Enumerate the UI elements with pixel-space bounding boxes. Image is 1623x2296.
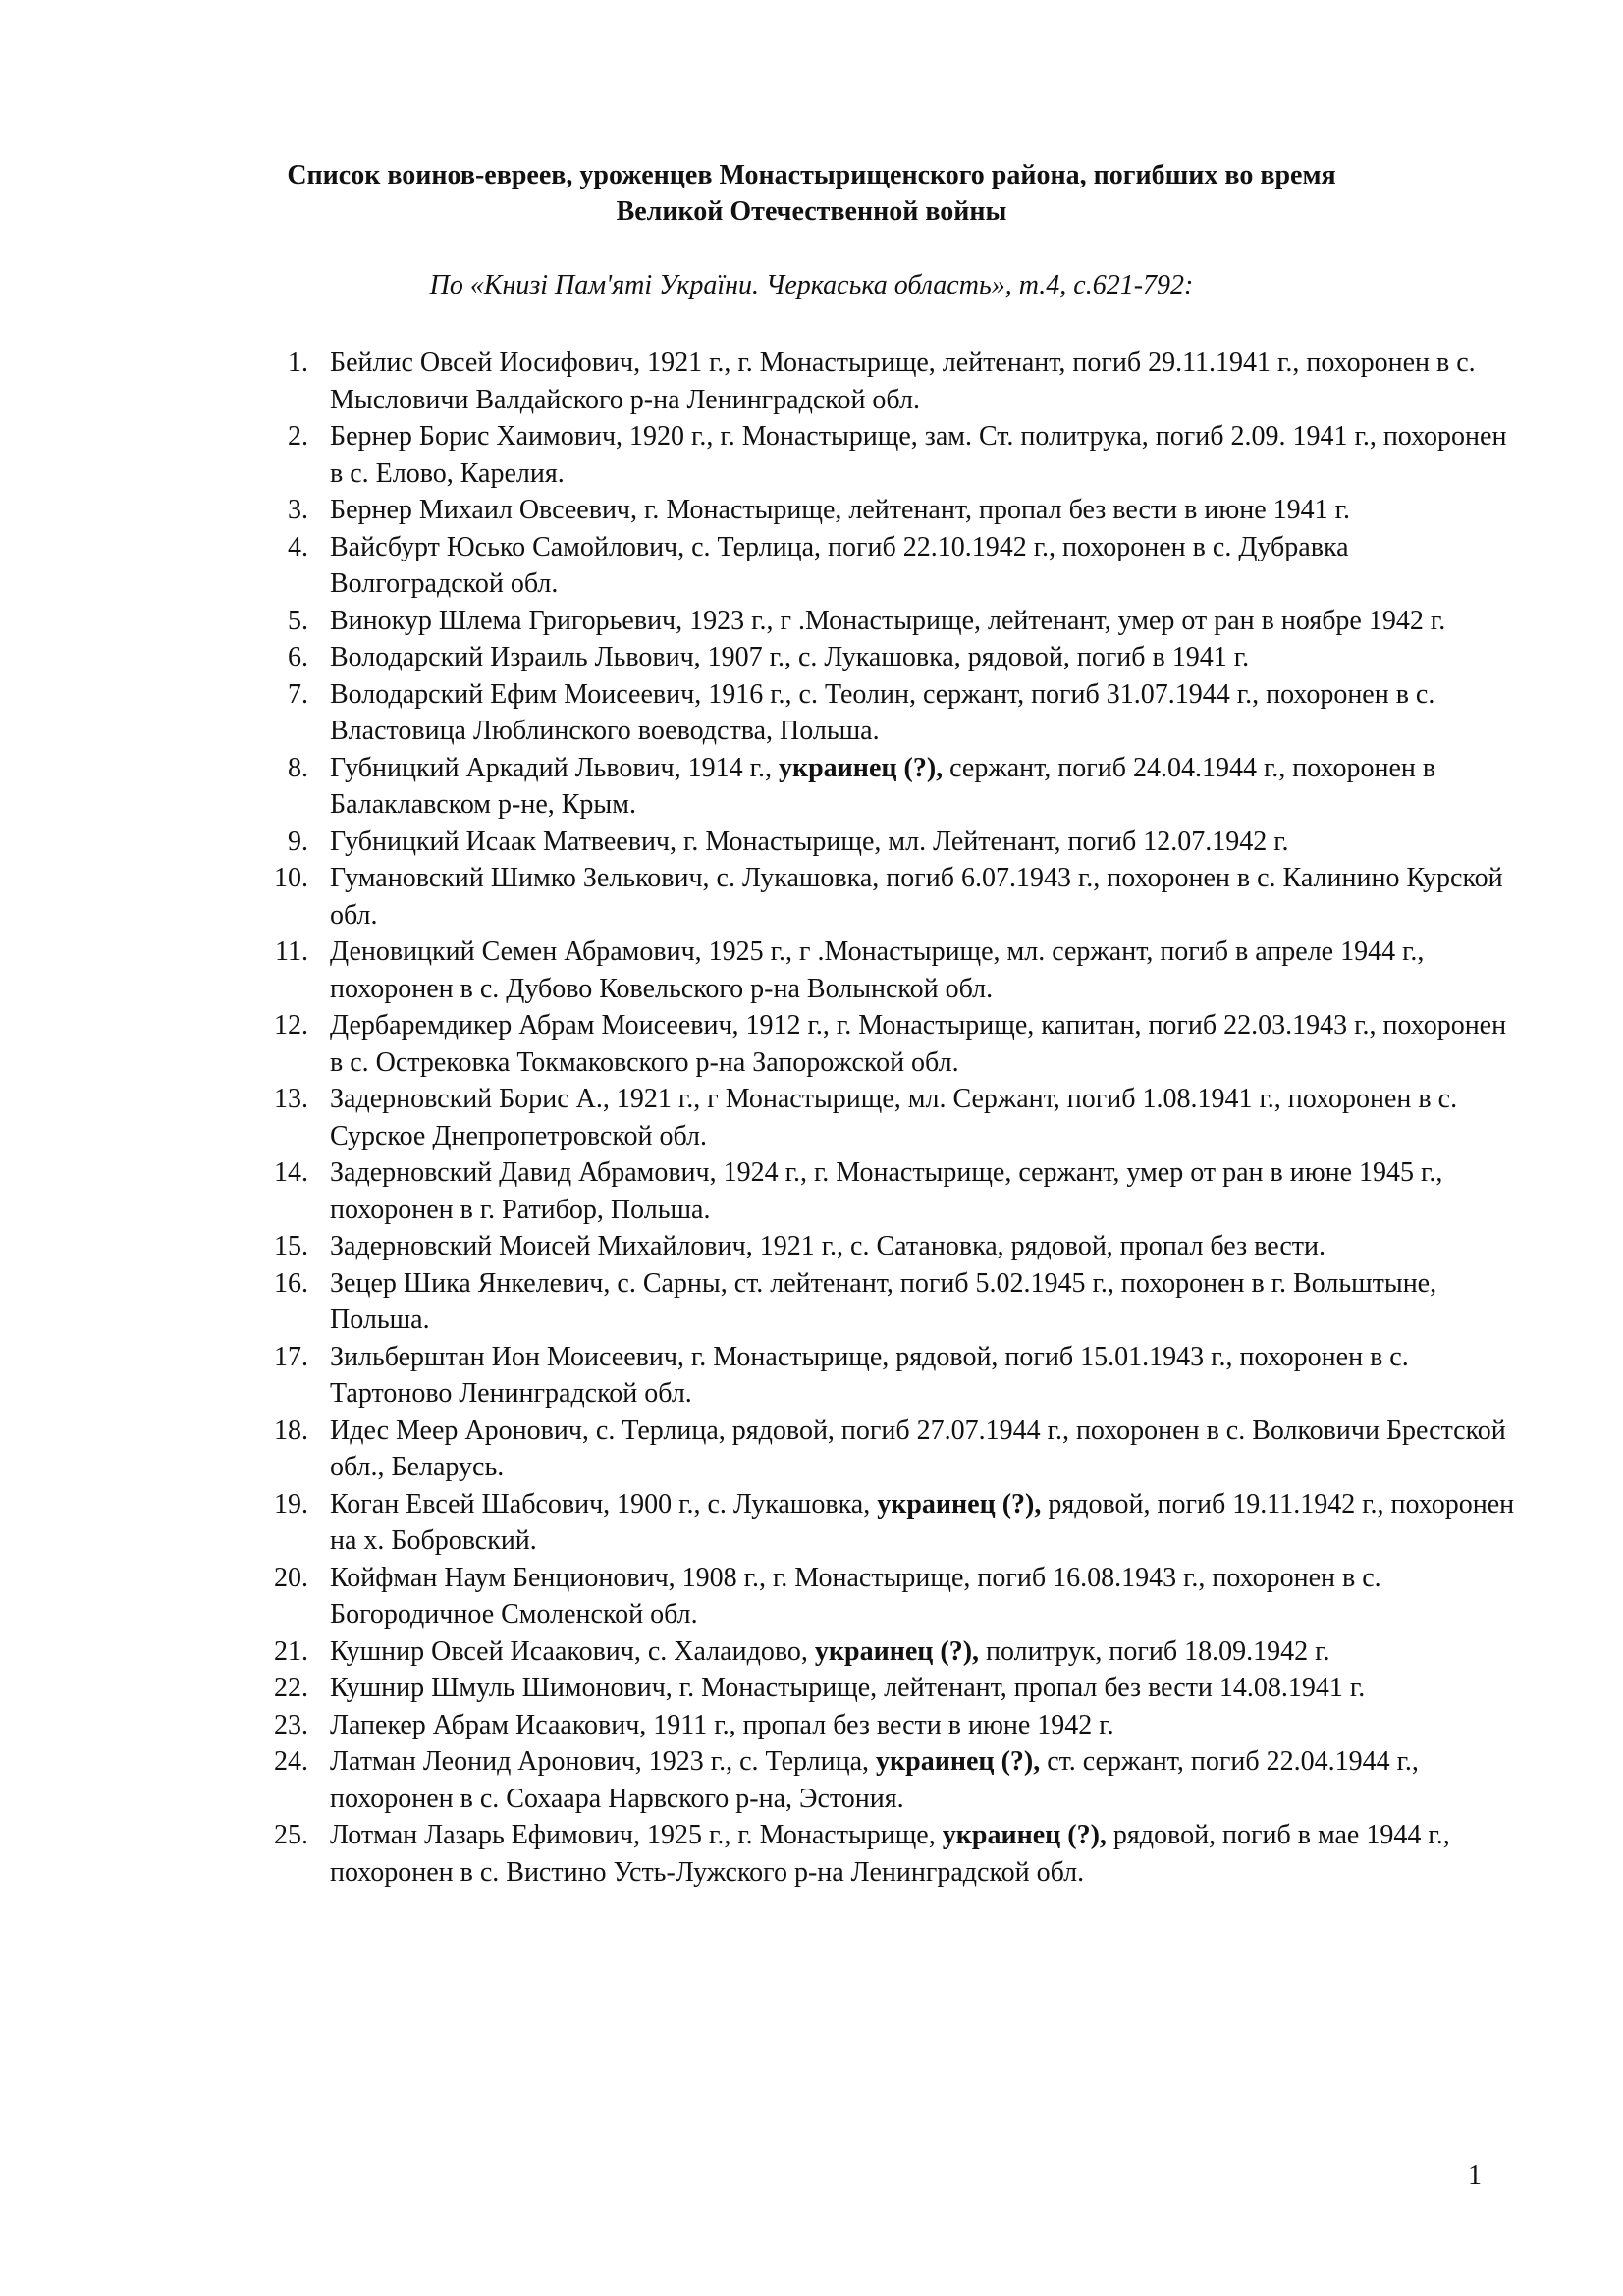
list-item-text — [330, 863, 1503, 931]
list-item — [265, 1670, 1522, 1707]
list-item-text — [330, 679, 1434, 747]
list-item — [265, 529, 1522, 603]
list-item-number: 22. — [274, 1673, 308, 1703]
entry-text-segment: Лапекер Абрам Исаакович, 1911 г., пропал без вести в июне 1942 г. — [330, 1709, 1114, 1740]
list-item-number: 19. — [274, 1488, 308, 1520]
entry-text-segment: Кушнир Шмуль Шимонович, г. Монастырище, лейтенант, пропал без вести 14.08.1941 г. — [330, 1673, 1366, 1703]
list-item-text — [330, 827, 1289, 857]
list-item-number: 10. — [274, 863, 308, 893]
entry-text-segment: Кушнир Овсей Исаакович, с. Халаидово, — [330, 1635, 815, 1667]
list-item — [265, 1265, 1522, 1339]
list-item — [265, 1633, 1522, 1671]
list-item-number: 8. — [288, 752, 308, 783]
entry-text-segment: Латман Леонид Аронович, 1923 г., с. Терлица, — [330, 1746, 877, 1777]
list-item — [265, 1007, 1522, 1081]
entry-text-segment: сержант, погиб 24.04.1944 г., похоронен в Балаклавском р-не, Крым. — [330, 752, 1436, 820]
page-number: 1 — [1468, 2161, 1482, 2191]
list-item-text — [330, 1489, 1514, 1557]
list-item-text — [330, 1673, 1365, 1703]
list-item — [265, 1707, 1522, 1744]
list-item-number: 11. — [275, 936, 308, 967]
list-item-number: 12. — [274, 1010, 308, 1041]
entry-text-segment: политрук, погиб 18.09.1942 г. — [979, 1635, 1330, 1667]
list-item-text — [330, 1710, 1114, 1740]
document-title — [147, 157, 1476, 230]
list-item-text — [330, 753, 1435, 821]
list-item — [265, 1560, 1522, 1633]
list-item-text — [330, 1084, 1457, 1151]
list-item-text — [330, 1231, 1325, 1261]
list-item-text — [330, 1636, 1329, 1667]
nationality-note: украинец (?), — [778, 752, 944, 783]
entry-text-segment: Бейлис Овсей Иосифович, 1921 г., г. Монастырище, лейтенант, погиб 29.11.1941 г., похоронен в с. Мысловичи Валдайского р-на Ленинградской обл. — [330, 347, 1476, 415]
entry-text-segment: Бернер Борис Хаимович, 1920 г., г. Монастырище, зам. Ст. политрука, погиб 2.09. 1941 г., похоронен в с. Елово, Карелия. — [330, 421, 1507, 489]
entry-text-segment: Губницкий Исаак Матвеевич, г. Монастырище, мл. Лейтенант, погиб 12.07.1942 г. — [330, 826, 1289, 857]
list-item — [265, 934, 1522, 1007]
list-item — [265, 860, 1522, 934]
entry-text-segment: Гумановский Шимко Зелькович, с. Лукашовка, погиб 6.07.1943 г., похоронен в с. Калинино Курской обл. — [330, 863, 1503, 931]
entry-text-segment: Идес Меер Аронович, с. Терлица, рядовой, погиб 27.07.1944 г., похоронен в с. Волковичи Брестской обл., Беларусь. — [330, 1415, 1506, 1482]
list-item-text — [330, 1746, 1419, 1814]
entry-text-segment: Койфман Наум Бенционович, 1908 г., г. Монастырище, погиб 16.08.1943 г., похоронен в с. Богородичное Смоленской обл. — [330, 1562, 1381, 1629]
entry-text-segment: Коган Евсей Шабсович, 1900 г., с. Лукашовка, — [330, 1488, 878, 1520]
list-item-text — [330, 421, 1506, 489]
list-item-number: 25. — [274, 1820, 308, 1850]
list-item-number: 23. — [274, 1709, 308, 1740]
soldier-list — [265, 345, 1522, 1891]
entry-text-segment: Задерновский Борис А., 1921 г., г Монастырище, мл. Сержант, погиб 1.08.1941 г., похоронен в с. Сурское Днепропетровской обл. — [330, 1084, 1458, 1151]
list-item — [265, 418, 1522, 492]
list-item-number: 17. — [274, 1341, 308, 1372]
list-item-text — [330, 1157, 1442, 1225]
list-item-number: 24. — [274, 1746, 308, 1777]
list-item-number: 4. — [288, 531, 308, 562]
list-item — [265, 345, 1522, 418]
nationality-note: украинец (?), — [814, 1635, 980, 1667]
list-item-number: 21. — [274, 1635, 308, 1667]
list-item-number: 20. — [274, 1562, 308, 1593]
list-item-text — [330, 606, 1445, 636]
entry-text-segment: Винокур Шлема Григорьевич, 1923 г., г .Монастырище, лейтенант, умер от ран в ноябре 1942 г. — [330, 605, 1446, 636]
list-item-text — [330, 532, 1349, 600]
list-item-number: 14. — [274, 1157, 308, 1188]
list-item-number: 13. — [274, 1084, 308, 1114]
entry-text-segment: Володарский Израиль Львович, 1907 г., с. Лукашовка, рядовой, погиб в 1941 г. — [330, 642, 1250, 672]
title-line-1: Список воинов-евреев, уроженцев Монастырищенского района, погибших во время — [287, 160, 1336, 190]
list-item — [265, 603, 1522, 640]
source-citation: По «Книзі Пам'яті України. Черкаська область», т.4, с.621-792: — [429, 270, 1194, 300]
list-item — [265, 824, 1522, 861]
list-item-number: 18. — [274, 1415, 308, 1446]
list-item-text — [330, 1268, 1436, 1336]
list-item — [265, 1339, 1522, 1413]
list-item-text — [330, 1415, 1506, 1483]
list-item — [265, 1413, 1522, 1486]
entry-text-segment: Вайсбурт Юсько Самойлович, с. Терлица, погиб 22.10.1942 г., похоронен в с. Дубравка Волгоградской обл. — [330, 531, 1349, 599]
entry-text-segment: Зильберштан Ион Моисеевич, г. Монастырище, рядовой, погиб 15.01.1943 г., похоронен в с. Тартоново Ленинградской обл. — [330, 1341, 1409, 1409]
nationality-note: украинец (?), — [877, 1488, 1042, 1520]
list-item-number: 15. — [274, 1231, 308, 1261]
entry-text-segment: Лотман Лазарь Ефимович, 1925 г., г. Монастырище, — [330, 1820, 943, 1850]
list-item-text — [330, 1342, 1409, 1410]
nationality-note: украинец (?), — [942, 1820, 1107, 1850]
list-item — [265, 492, 1522, 529]
list-item — [265, 1486, 1522, 1560]
list-item — [265, 1817, 1522, 1891]
list-item-number: 16. — [274, 1267, 308, 1299]
entry-text-segment: Бернер Михаил Овсеевич, г. Монастырище, лейтенант, пропал без вести в июне 1941 г. — [330, 495, 1350, 525]
entry-text-segment: Задерновский Моисей Михайлович, 1921 г., с. Сатановка, рядовой, пропал без вести. — [330, 1231, 1325, 1261]
entry-text-segment: Дербаремдикер Абрам Моисеевич, 1912 г., г. Монастырище, капитан, погиб 22.03.1943 г., похоронен в с. Острековка Токмаковского р-на Запорожской обл. — [330, 1010, 1507, 1078]
list-item — [265, 750, 1522, 824]
list-item — [265, 1154, 1522, 1228]
entry-text-segment: рядовой, погиб 19.11.1942 г., похоронен на х. Бобровский. — [330, 1488, 1515, 1556]
list-item-number: 2. — [288, 421, 308, 452]
list-item — [265, 676, 1522, 750]
nationality-note: украинец (?), — [876, 1746, 1041, 1777]
entry-text-segment: Зецер Шика Янкелевич, с. Сарны, ст. лейтенант, погиб 5.02.1945 г., похоронен в г. Вольштыне, Польша. — [330, 1267, 1437, 1335]
list-item-number: 5. — [288, 605, 308, 636]
title-line-2: Великой Отечественной войны — [616, 196, 1007, 227]
list-item-text — [330, 1563, 1381, 1630]
list-item — [265, 639, 1522, 676]
entry-text-segment: Деновицкий Семен Абрамович, 1925 г., г .Монастырище, мл. сержант, погиб в апреле 1944 г., похоронен в с. Дубово Ковельского р-на Волынской обл. — [330, 936, 1425, 1004]
list-item-text — [330, 495, 1350, 525]
list-item-number: 3. — [288, 495, 308, 525]
list-item-text — [330, 1820, 1450, 1888]
list-item-number: 7. — [288, 678, 308, 710]
entry-text-segment: Задерновский Давид Абрамович, 1924 г., г. Монастырище, сержант, умер от ран в июне 1945 г., похоронен в г. Ратибор, Польша. — [330, 1157, 1443, 1225]
list-item — [265, 1743, 1522, 1817]
list-item-text — [330, 642, 1249, 672]
list-item-text — [330, 347, 1476, 415]
list-item — [265, 1228, 1522, 1265]
list-item-text — [330, 936, 1424, 1004]
list-item-number: 1. — [288, 347, 308, 378]
list-item — [265, 1081, 1522, 1154]
list-item-number: 9. — [288, 826, 308, 857]
entry-text-segment: Володарский Ефим Моисеевич, 1916 г., с. Теолин, сержант, погиб 31.07.1944 г., похоронен в с. Властовица Люблинского воеводства, Польша. — [330, 678, 1435, 746]
list-item-text — [330, 1010, 1506, 1078]
entry-text-segment: Губницкий Аркадий Львович, 1914 г., — [330, 752, 779, 783]
entry-text-segment: рядовой, погиб в мае 1944 г., похоронен в с. Вистино Усть-Лужского р-на Ленинградской обл. — [330, 1820, 1450, 1888]
entry-text-segment: ст. сержант, погиб 22.04.1944 г., похоронен в с. Сохаара Нарвского р-на, Эстония. — [330, 1746, 1419, 1814]
list-item-number: 6. — [288, 642, 308, 672]
